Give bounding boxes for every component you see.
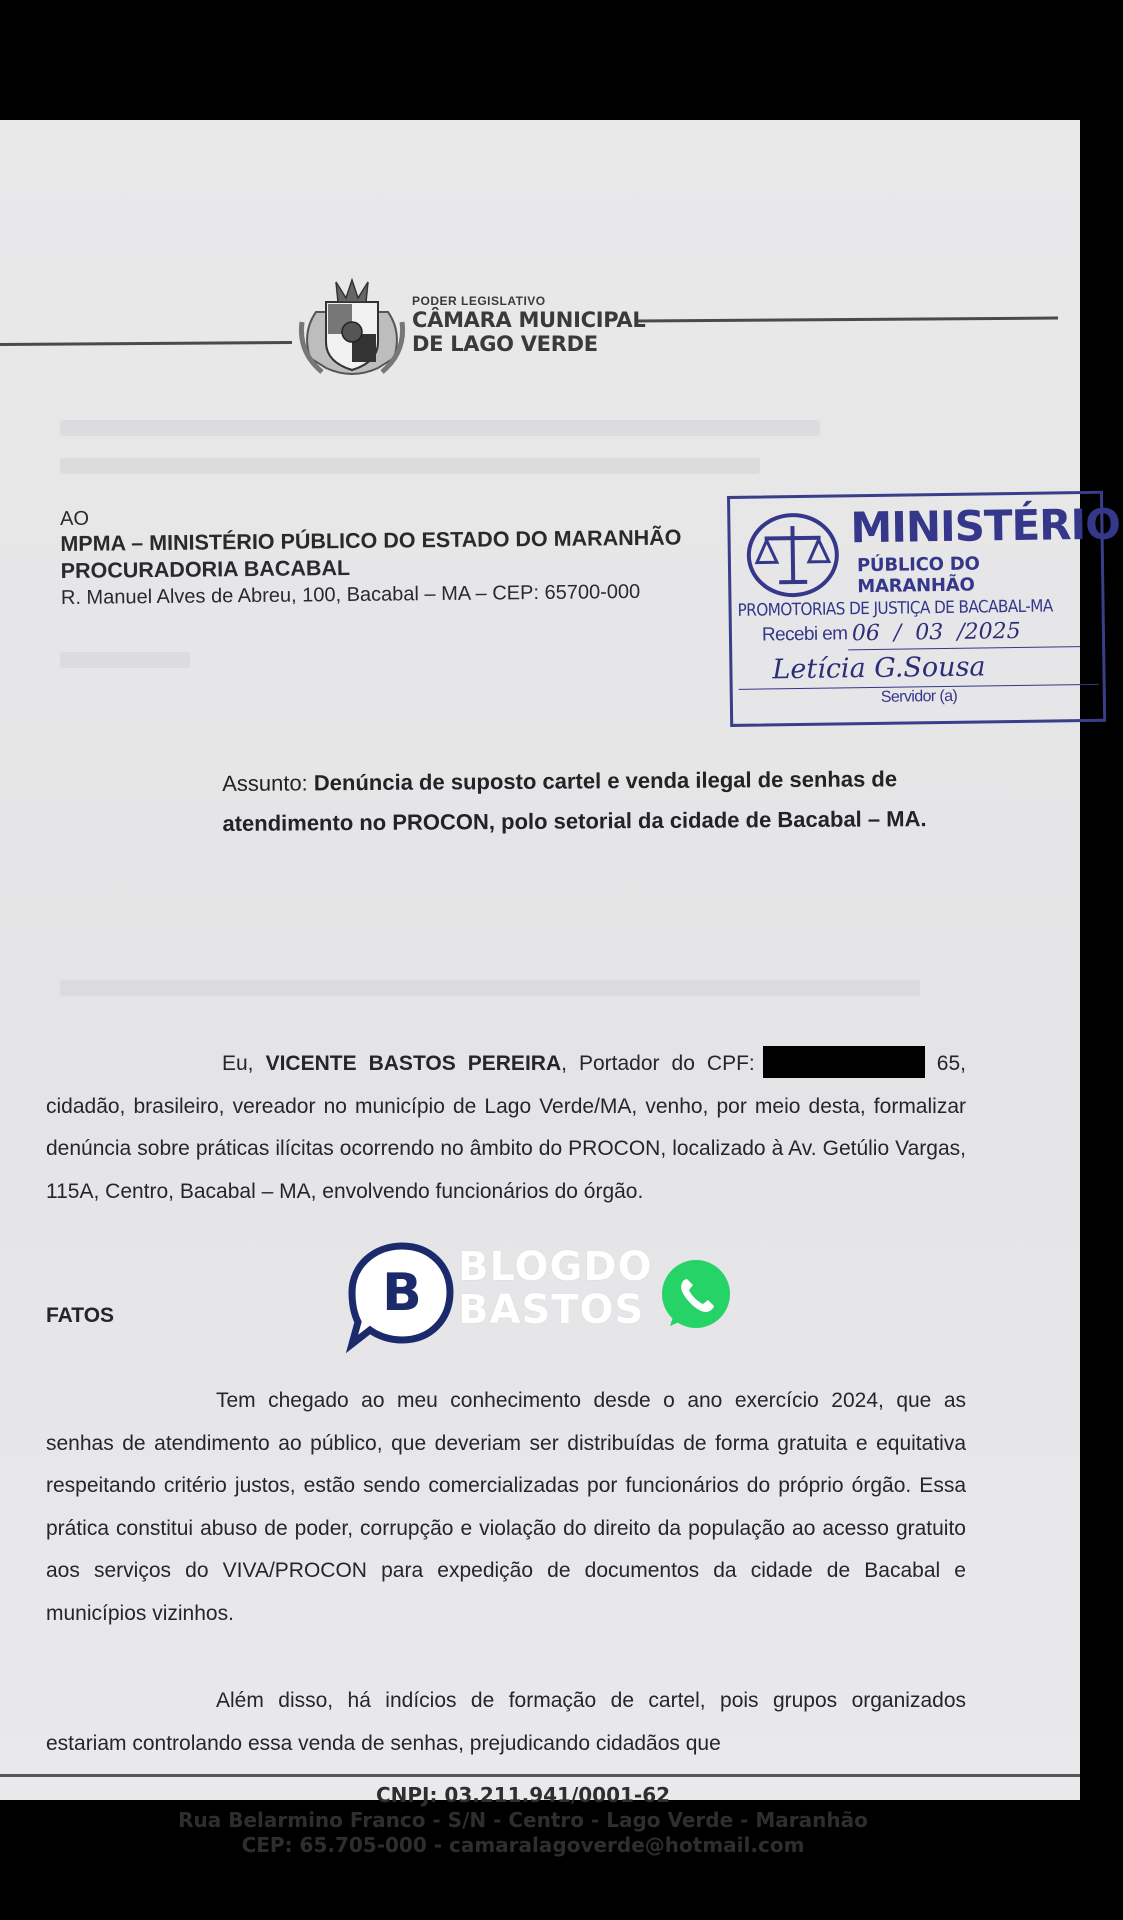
facts-paragraph-1-text: Tem chegado ao meu conhecimento desde o ano exercício 2024, que as senhas de atendimento ao público, que deveriam ser distribuídas de forma gratuita e equitativa respeitando critério justos, estão sendo comercializadas por funcionários do próprio órgão. Essa prática constitui abuso de poder, corrupção e violação do direito da população ao acesso gratuito aos serviços do VIVA/PROCON para expedição de documentos da cidade de Bacabal e municípios vizinhos. xyxy=(46,1389,966,1625)
stamp-office: PROMOTORIAS DE JUSTIÇA DE BACABAL-MA xyxy=(737,596,1053,621)
stamp-date-line xyxy=(848,646,1080,650)
facts-paragraph-2 xyxy=(46,1680,966,1765)
letterhead-kicker: PODER LEGISLATIVO xyxy=(412,294,546,308)
subject-line xyxy=(222,759,963,844)
recipient-block xyxy=(60,501,682,610)
letterhead-footer xyxy=(0,1783,1080,1858)
stamp-title: MINISTÉRIO xyxy=(850,499,1121,553)
show-through-text xyxy=(60,458,760,474)
blog-logo-letter: B xyxy=(382,1263,422,1323)
subject-text: Denúncia de suposto cartel e venda ilegal de senhas de atendimento no PROCON, polo setorial da cidade de Bacabal – MA. xyxy=(222,766,927,836)
letterhead-name-line1: CÂMARA MUNICIPAL xyxy=(412,308,646,332)
facts-paragraph-1 xyxy=(46,1380,966,1635)
letterhead-title xyxy=(412,294,645,356)
intro-paragraph xyxy=(46,1043,966,1213)
header-rule-right xyxy=(636,317,1058,323)
stamp-received-date: 06 / 03 /2025 xyxy=(851,618,1021,647)
blog-logo-icon xyxy=(346,1240,458,1350)
scales-of-justice-icon xyxy=(744,511,841,598)
footer-contact: CEP: 65.705-000 - camaralagoverde@hotmail.com xyxy=(241,1833,805,1857)
letterhead-name-line2: DE LAGO VERDE xyxy=(412,332,598,356)
municipal-crest-icon xyxy=(296,272,408,380)
intro-name: VICENTE BASTOS PEREIRA xyxy=(265,1052,562,1075)
stamp-subtitle: PÚBLICO DO MARANHÃO xyxy=(856,553,980,598)
header-rule-left xyxy=(0,341,292,346)
show-through-text xyxy=(60,652,190,668)
recipient-line1: MPMA – MINISTÉRIO PÚBLICO DO ESTADO DO MARANHÃO xyxy=(60,525,682,556)
whatsapp-icon xyxy=(658,1258,734,1334)
recipient-address: R. Manuel Alves de Abreu, 100, Bacabal – MA – CEP: 65700-000 xyxy=(60,580,641,609)
subject-label: Assunto: xyxy=(222,770,308,796)
watermark-line1: BLOGDO xyxy=(458,1244,653,1290)
recipient-salutation: AO xyxy=(60,507,90,530)
recipient-line2: PROCURADORIA BACABAL xyxy=(60,555,351,583)
redaction-bar xyxy=(763,1046,925,1078)
facts-paragraph-2-text: Além disso, há indícios de formação de cartel, pois grupos organizados estariam controlando essa venda de senhas, prejudicando cidadãos que xyxy=(46,1689,966,1755)
stamp-received-label: Recebi em xyxy=(761,623,848,646)
document-page xyxy=(0,120,1121,1857)
receipt-stamp xyxy=(727,491,1121,727)
intro-rest: 65, cidadão, brasileiro, vereador no município de Lago Verde/MA, venho, por meio desta, formalizar denúncia sobre práticas ilícitas ocorrendo no âmbito do PROCON, localizado à Av. Getúlio Vargas, 115A, Centro, Bacabal – MA, envolvendo funcionários do órgão. xyxy=(46,1052,966,1203)
footer-cnpj: CNPJ: 03.211.941/0001-62 xyxy=(375,1783,671,1807)
stamp-signature: Letícia G.Sousa xyxy=(772,651,986,686)
blog-watermark xyxy=(346,1240,736,1350)
intro-mid: , Portador do CPF: xyxy=(561,1052,755,1075)
stamp-signer-role: Servidor (a) xyxy=(880,687,958,706)
footer-rule xyxy=(0,1774,1080,1777)
section-heading-fatos: FATOS xyxy=(46,1304,115,1327)
show-through-text xyxy=(60,980,920,996)
watermark-line2: BASTOS xyxy=(458,1287,645,1333)
footer-address: Rua Belarmino Franco - S/N - Centro - Lago Verde - Maranhão xyxy=(178,1808,868,1832)
show-through-text xyxy=(60,420,820,436)
intro-pre: Eu, xyxy=(222,1052,254,1075)
